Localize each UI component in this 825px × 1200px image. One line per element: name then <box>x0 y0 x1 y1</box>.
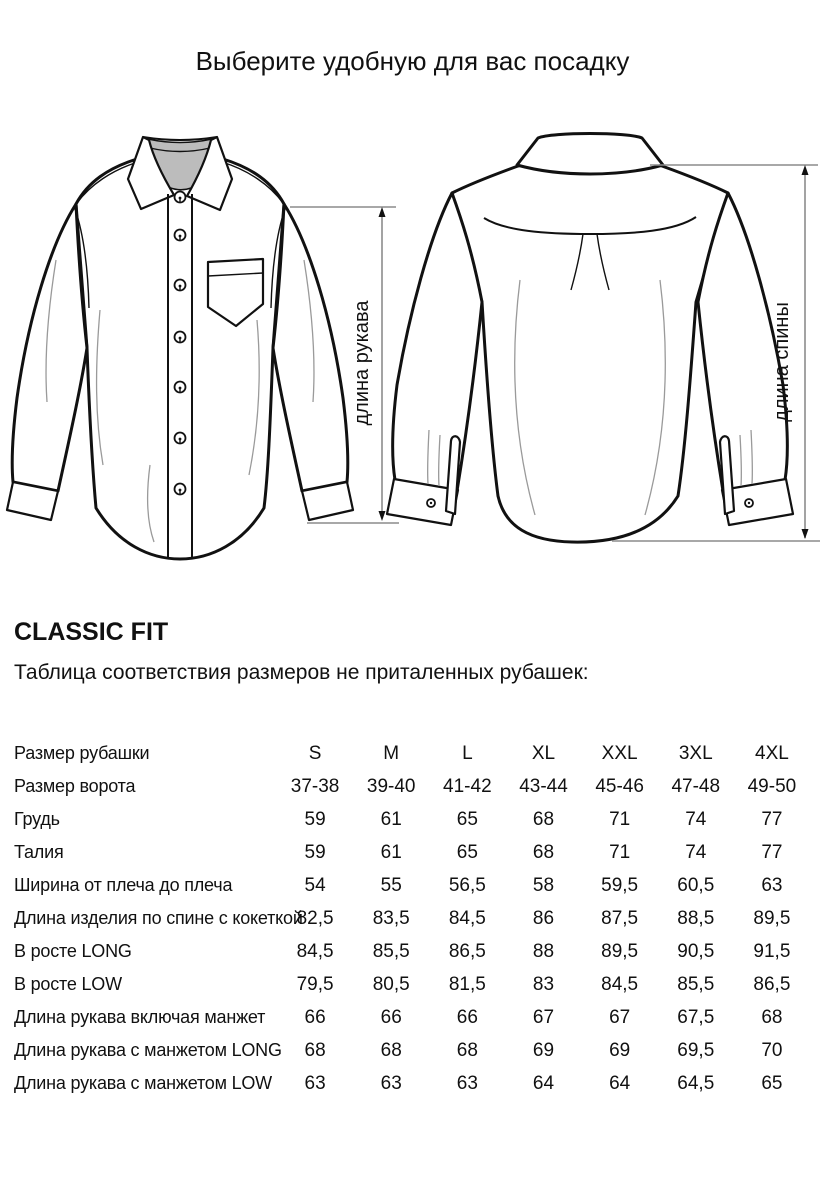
size-cell: 64 <box>532 1072 555 1094</box>
size-table <box>14 737 810 1100</box>
table-row <box>14 968 810 1001</box>
size-cell: 64 <box>609 1072 631 1094</box>
size-cell: 67 <box>532 1006 555 1028</box>
row-label: Длина рукава с манжетом LONG <box>14 1040 282 1060</box>
page-title: Выберите удобную для вас посадку <box>195 46 630 76</box>
size-cell: 79,5 <box>296 973 334 995</box>
size-cell: 87,5 <box>601 907 639 929</box>
row-label: Размер рубашки <box>14 743 150 763</box>
arrowhead-down <box>802 529 809 539</box>
size-cell: 64,5 <box>677 1072 715 1094</box>
row-label: Ширина от плеча до плеча <box>14 875 233 895</box>
size-cell: 45-46 <box>595 775 644 797</box>
size-cell: 84,5 <box>296 940 334 962</box>
size-cell: M <box>383 742 400 764</box>
size-cell: 68 <box>304 1039 326 1061</box>
size-cell: 4XL <box>755 742 789 764</box>
size-cell: 67,5 <box>677 1006 715 1028</box>
size-cell: 86 <box>532 907 555 929</box>
size-cell: 91,5 <box>753 940 791 962</box>
row-label: В росте LONG <box>14 941 132 961</box>
size-cell: 68 <box>761 1006 783 1028</box>
size-cell: 68 <box>456 1039 478 1061</box>
size-cell: 86,5 <box>448 940 486 962</box>
size-cell: 89,5 <box>753 907 791 929</box>
row-label: Длина изделия по спине с кокеткой <box>14 908 303 928</box>
size-cell: 88 <box>532 940 555 962</box>
size-cell: 83 <box>532 973 555 995</box>
size-cell: 89,5 <box>601 940 639 962</box>
size-cell: L <box>462 742 473 764</box>
size-cell: 80,5 <box>372 973 410 995</box>
size-cell: S <box>308 742 322 764</box>
row-label: Размер ворота <box>14 776 136 796</box>
size-cell: 69 <box>609 1039 631 1061</box>
size-cell: 61 <box>380 841 402 863</box>
row-label: В росте LOW <box>14 974 122 994</box>
size-cell: 66 <box>456 1006 478 1028</box>
table-subtitle: Таблица соответствия размеров не приталенных рубашек: <box>14 661 589 684</box>
size-cell: 68 <box>532 808 555 830</box>
row-label: Грудь <box>14 809 60 829</box>
table-row <box>14 1034 810 1067</box>
table-row <box>14 1067 810 1100</box>
size-cell: 56,5 <box>448 874 486 896</box>
back-collar <box>517 134 663 175</box>
size-cell: 59 <box>304 841 326 863</box>
size-cell: 77 <box>761 841 783 863</box>
size-cell: 85,5 <box>372 940 410 962</box>
row-label: Талия <box>14 842 64 862</box>
size-cell: 54 <box>304 874 326 896</box>
size-cell: 82,5 <box>296 907 334 929</box>
size-cell: 69 <box>532 1039 555 1061</box>
size-cell: 90,5 <box>677 940 715 962</box>
size-cell: 83,5 <box>372 907 410 929</box>
size-cell: 70 <box>761 1039 783 1061</box>
front-body <box>76 154 284 559</box>
table-row <box>14 770 810 803</box>
size-cell: 68 <box>532 841 555 863</box>
table-row <box>14 803 810 836</box>
table-row <box>14 737 810 770</box>
table-row <box>14 1001 810 1034</box>
size-cell: XL <box>531 742 556 764</box>
table-row <box>14 836 810 869</box>
size-cell: 58 <box>532 874 555 896</box>
size-cell: 66 <box>304 1006 326 1028</box>
size-cell: 55 <box>380 874 402 896</box>
table-row <box>14 869 810 902</box>
size-cell: 71 <box>609 841 631 863</box>
size-cell: 41-42 <box>443 775 492 797</box>
size-cell: 86,5 <box>753 973 791 995</box>
table-row <box>14 902 810 935</box>
button <box>175 433 186 444</box>
fit-heading: CLASSIC FIT <box>14 618 169 646</box>
size-cell: 74 <box>685 808 707 830</box>
button <box>175 280 186 291</box>
size-cell: 39-40 <box>366 775 416 797</box>
size-cell: 61 <box>380 808 402 830</box>
size-cell: 84,5 <box>601 973 639 995</box>
size-cell: 81,5 <box>448 973 486 995</box>
size-cell: 43-44 <box>519 775 568 797</box>
size-cell: 74 <box>685 841 707 863</box>
shirt-back-drawing <box>387 134 793 543</box>
size-cell: 65 <box>456 808 478 830</box>
back-body <box>452 159 728 542</box>
size-cell: 37-38 <box>290 775 340 797</box>
shirt-front-drawing <box>7 137 353 559</box>
size-cell: 63 <box>304 1072 326 1094</box>
row-label: Длина рукава с манжетом LOW <box>14 1073 272 1093</box>
size-cell: 71 <box>609 808 631 830</box>
size-cell: 63 <box>380 1072 402 1094</box>
button <box>175 192 186 203</box>
size-cell: 69,5 <box>677 1039 715 1061</box>
size-cell: XXL <box>601 742 638 764</box>
size-cell: 65 <box>456 841 478 863</box>
size-cell: 77 <box>761 808 783 830</box>
size-cell: 67 <box>609 1006 631 1028</box>
arrowhead-down <box>379 511 386 521</box>
table-row <box>14 935 810 968</box>
size-cell: 84,5 <box>448 907 486 929</box>
button <box>175 382 186 393</box>
front-right-sleeve <box>273 204 348 491</box>
arrowhead-up <box>379 207 386 217</box>
sleeve-length-label: длина рукава <box>351 300 373 426</box>
button <box>175 332 186 343</box>
back-length-label: длина спины <box>771 302 793 422</box>
button <box>175 230 186 241</box>
size-cell: 3XL <box>678 742 713 764</box>
size-cell: 49-50 <box>747 775 797 797</box>
size-cell: 63 <box>456 1072 478 1094</box>
size-table-body <box>14 737 810 1100</box>
shirt-diagram <box>0 130 825 600</box>
size-cell: 68 <box>380 1039 402 1061</box>
row-label: Длина рукава включая манжет <box>14 1007 266 1027</box>
size-cell: 66 <box>380 1006 402 1028</box>
arrowhead-up <box>802 165 809 175</box>
size-cell: 47-48 <box>671 775 721 797</box>
button <box>175 484 186 495</box>
size-cell: 59 <box>304 808 326 830</box>
front-left-sleeve <box>12 204 87 491</box>
size-cell: 59,5 <box>601 874 639 896</box>
shirt-diagram-svg <box>0 130 825 600</box>
size-cell: 88,5 <box>677 907 715 929</box>
size-cell: 65 <box>761 1072 783 1094</box>
size-cell: 63 <box>761 874 783 896</box>
size-cell: 85,5 <box>677 973 715 995</box>
size-cell: 60,5 <box>677 874 715 896</box>
